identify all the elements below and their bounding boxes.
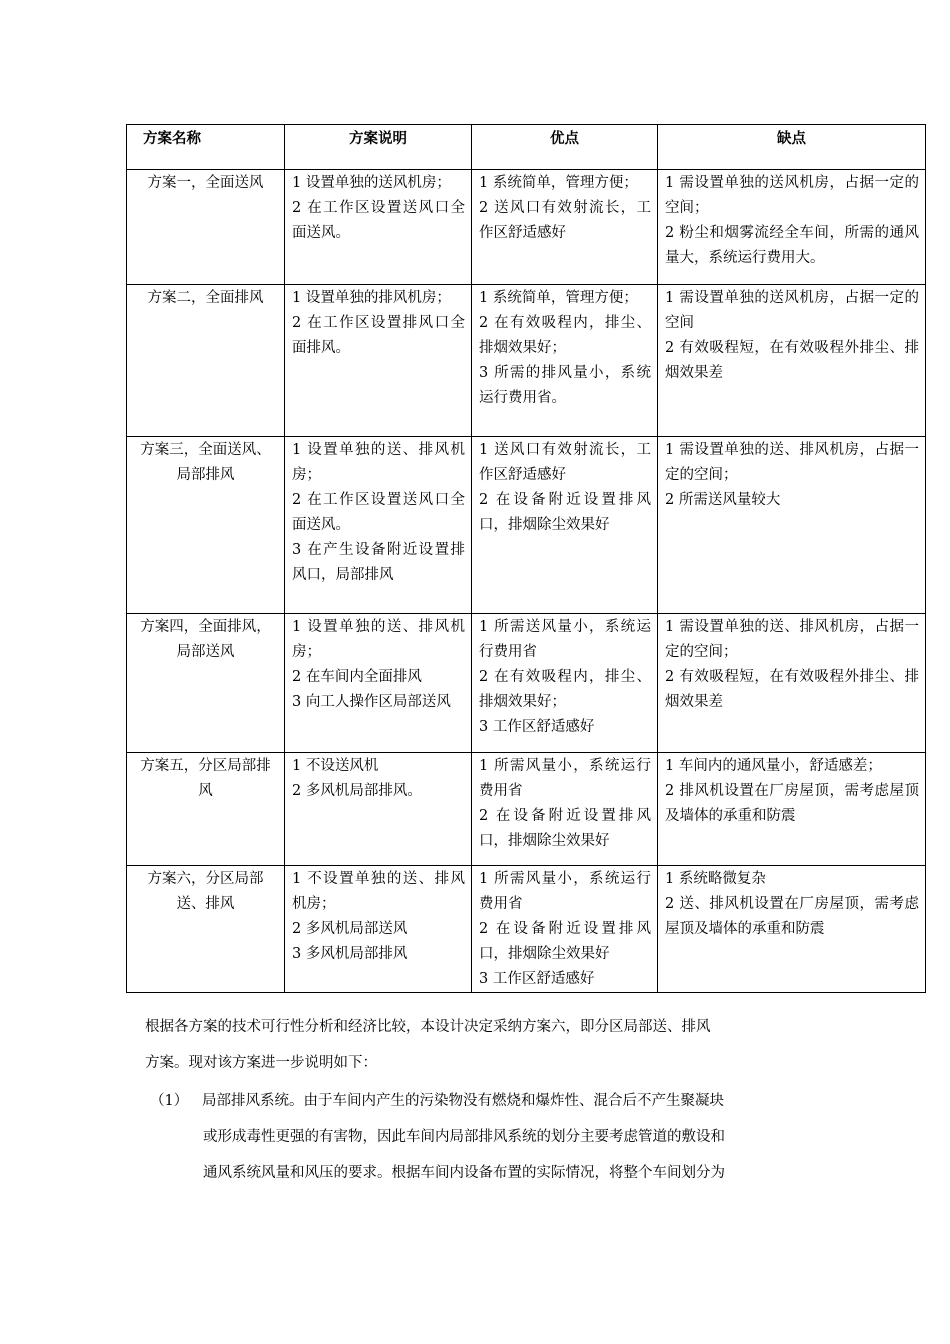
advantages-cell <box>472 614 658 753</box>
advantages-cell <box>472 753 658 866</box>
advantage-line: 2 在有效吸程内，排尘、排烟效果好； <box>479 315 651 356</box>
advantage-line: 1 送风口有效射流长，工作区舒适感好 <box>479 442 651 483</box>
table-row <box>127 437 926 614</box>
item-text-line: 或形成毒性更强的有害物，因此车间内局部排风系统的划分主要考虑管道的敷设和 <box>203 1129 725 1145</box>
description-cell <box>285 437 472 614</box>
item-text-line: 局部排风系统。由于车间内产生的污染物没有燃烧和爆炸性、混合后不产生聚凝块 <box>202 1093 724 1109</box>
description-cell <box>285 170 472 285</box>
advantage-line: 2 送风口有效射流长，工作区舒适感好 <box>479 200 651 241</box>
table-row <box>127 285 926 437</box>
description-line: 2 在车间内全面排风 <box>292 669 422 685</box>
disadvantage-line: 2 所需送风量较大 <box>665 492 781 508</box>
scheme-name-cell: 方案六，分区局部送、排风 <box>127 866 285 993</box>
advantage-line: 1 系统简单，管理方便； <box>479 175 638 191</box>
description-line: 1 设置单独的送风机房； <box>292 175 451 191</box>
advantages-cell <box>472 285 658 437</box>
disadvantage-line: 1 需设置单独的送、排风机房，占据一定的空间； <box>665 619 919 660</box>
advantage-line: 1 所需送风量小，系统运行费用省 <box>479 619 651 660</box>
header-advantages: 优点 <box>472 125 658 170</box>
disadvantage-line: 1 系统略微复杂 <box>665 871 766 887</box>
table-row <box>127 170 926 285</box>
header-scheme-description: 方案说明 <box>285 125 472 170</box>
advantage-line: 2 在设备附近设置排风口，排烟除尘效果好 <box>479 492 651 533</box>
advantage-line: 2 在设备附近设置排风口，排烟除尘效果好 <box>479 808 651 849</box>
description-line: 3 向工人操作区局部送风 <box>292 694 451 710</box>
item-number: （1） <box>150 1093 189 1109</box>
description-line: 2 在工作区设置送风口全面送风。 <box>292 200 465 241</box>
disadvantages-cell <box>658 753 926 866</box>
advantage-line: 2 在有效吸程内，排尘、排烟效果好； <box>479 669 651 710</box>
disadvantages-cell <box>658 614 926 753</box>
advantage-line: 2 在设备附近设置排风口，排烟除尘效果好 <box>479 921 651 962</box>
header-disadvantages: 缺点 <box>658 125 926 170</box>
description-line: 2 在工作区设置送风口全面送风。 <box>292 492 465 533</box>
table-row <box>127 866 926 993</box>
description-line: 1 设置单独的排风机房； <box>292 290 451 306</box>
description-line: 2 在工作区设置排风口全面排风。 <box>292 315 465 356</box>
header-scheme-name: 方案名称 <box>127 125 285 170</box>
scheme-comparison-table <box>126 124 926 993</box>
description-line: 1 设置单独的送、排风机房； <box>292 442 465 483</box>
advantages-cell <box>472 437 658 614</box>
disadvantage-line: 2 有效吸程短，在有效吸程外排尘、排烟效果差 <box>665 669 919 710</box>
advantages-cell <box>472 866 658 993</box>
description-cell <box>285 753 472 866</box>
description-line: 3 多风机局部排风 <box>292 946 408 962</box>
description-line: 3 在产生设备附近设置排风口，局部排风 <box>292 542 465 583</box>
description-line: 2 多风机局部排风。 <box>292 783 422 799</box>
advantage-line: 3 工作区舒适感好 <box>479 971 595 987</box>
description-line: 2 多风机局部送风 <box>292 921 408 937</box>
description-line: 1 不设置单独的送、排风机房； <box>292 871 465 912</box>
description-line: 1 不设送风机 <box>292 758 379 774</box>
disadvantage-line: 1 需设置单独的送风机房，占据一定的空间； <box>665 175 919 216</box>
advantages-cell <box>472 170 658 285</box>
conclusion-paragraph-line-1: 根据各方案的技术可行性分析和经济比较，本设计决定采纳方案六，即分区局部送、排风 <box>145 1019 711 1035</box>
description-line: 1 设置单独的送、排风机房； <box>292 619 465 660</box>
table-row <box>127 753 926 866</box>
item-text-line: 通风系统风量和风压的要求。根据车间内设备布置的实际情况，将整个车间划分为 <box>203 1165 725 1181</box>
scheme-name-cell: 方案三，全面送风、局部排风 <box>127 437 285 614</box>
description-cell <box>285 285 472 437</box>
description-cell <box>285 614 472 753</box>
conclusion-paragraph-line-2: 方案。现对该方案进一步说明如下： <box>145 1055 377 1071</box>
disadvantage-line: 2 送、排风机设置在厂房屋顶，需考虑屋顶及墙体的承重和防震 <box>665 896 919 937</box>
advantage-line: 1 所需风量小，系统运行费用省 <box>479 871 651 912</box>
scheme-name-cell: 方案四，全面排风，局部送风 <box>127 614 285 753</box>
advantage-line: 1 所需风量小，系统运行费用省 <box>479 758 651 799</box>
advantage-line: 3 所需的排风量小，系统运行费用省。 <box>479 365 651 406</box>
description-cell <box>285 866 472 993</box>
table-row <box>127 614 926 753</box>
table-header-row <box>127 125 926 170</box>
disadvantage-line: 1 需设置单独的送、排风机房，占据一定的空间； <box>665 442 919 483</box>
scheme-name-cell: 方案一，全面送风 <box>127 170 285 285</box>
disadvantage-line: 1 车间内的通风量小，舒适感差； <box>665 758 882 774</box>
advantage-line: 3 工作区舒适感好 <box>479 719 595 735</box>
scheme-name-cell: 方案二，全面排风 <box>127 285 285 437</box>
advantage-line: 1 系统简单，管理方便； <box>479 290 638 306</box>
disadvantage-line: 2 排风机设置在厂房屋顶，需考虑屋顶及墙体的承重和防震 <box>665 783 919 824</box>
disadvantage-line: 2 有效吸程短，在有效吸程外排尘、排烟效果差 <box>665 340 919 381</box>
disadvantages-cell <box>658 437 926 614</box>
disadvantages-cell <box>658 866 926 993</box>
disadvantage-line: 2 粉尘和烟雾流经全车间，所需的通风量大，系统运行费用大。 <box>665 225 919 266</box>
disadvantage-line: 1 需设置单独的送风机房，占据一定的空间 <box>665 290 919 331</box>
scheme-name-cell: 方案五，分区局部排风 <box>127 753 285 866</box>
disadvantages-cell <box>658 170 926 285</box>
disadvantages-cell <box>658 285 926 437</box>
